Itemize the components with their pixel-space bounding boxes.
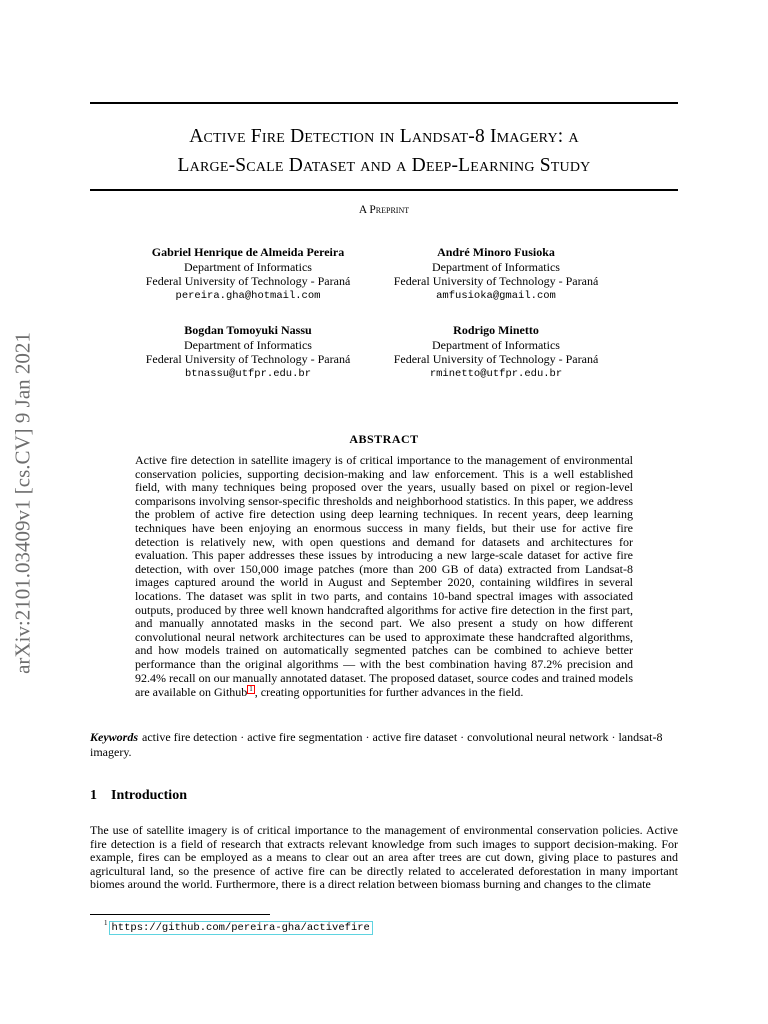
footnote-rule — [90, 914, 270, 915]
author-name: Bogdan Tomoyuki Nassu — [184, 323, 312, 337]
author-institution: Federal University of Technology - Paraná — [145, 274, 351, 288]
author-name: Rodrigo Minetto — [453, 323, 539, 337]
abstract-end-text: , creating opportunities for further advances in the field. — [254, 685, 524, 700]
author-email[interactable]: amfusioka@gmail.com — [436, 289, 556, 302]
author-name: André Minoro Fusioka — [437, 245, 555, 259]
abstract-heading: ABSTRACT — [349, 432, 419, 446]
footnote-mark: 1 — [104, 919, 108, 927]
author-institution: Federal University of Technology - Paraná — [393, 274, 599, 288]
title-line-1: Active Fire Detection in Landsat-8 Imagery: a — [189, 126, 579, 147]
keywords-label: Keywords — [90, 730, 138, 744]
arxiv-sidebar-stamp — [3, 285, 43, 720]
author-name: Gabriel Henrique de Almeida Pereira — [151, 245, 345, 259]
author-institution: Federal University of Technology - Paraná — [145, 352, 351, 366]
bottom-rule — [90, 189, 678, 191]
arxiv-id-text: arXiv:2101.03409v1 [cs.CV] 9 Jan 2021 — [10, 331, 35, 674]
title-line-2: Large-Scale Dataset and a Deep-Learning Study — [177, 155, 591, 176]
section-heading — [90, 788, 187, 804]
section-number: 1 — [90, 788, 97, 803]
author-department: Department of Informatics — [432, 337, 560, 352]
abstract-main-text: Active fire detection in satellite imagery is of critical importance to the management of environmental conservation policies, supporting decision-making and law enforcement. This is a well established field, with many techniques being proposed over the years, usually based on pixel or region-level comparisons involving sensor-specific thresholds and neighborhood statistics. In this paper, we address the problem of active fire detection using deep learning techniques. In recent years, deep learning techniques have been enjoying an enormous success in many fields, but their use for active fire detection is relatively new, with open questions and demand for datasets and architectures for evaluation. This paper addresses these issues by introducing a new large-scale dataset for active fire detection, with over 150,000 image patches (more than 200 GB of data) extracted from Landsat-8 images captured around the world in August and September 2020, containing wildfires in several locations. The dataset was split in two parts, and contains 10-band spectral images with associated outputs, produced by three well known handcrafted algorithms for active fire detection in the first part, and manually annotated masks in the second part. We also present a study on how different convolutional neural network architectures can be used to approximate these handcrafted algorithms, and how models trained on automatically segmented patches can be combined to achieve better performance than the original algorithms — with the best combination having 87.2% precision and 92.4% recall on our manually annotated dataset. The proposed dataset, source codes and trained models are available on Github — [135, 453, 633, 700]
preprint-label: A Preprint — [358, 204, 410, 216]
author-block — [346, 323, 646, 381]
top-rule — [90, 102, 678, 104]
footnote-link[interactable]: 1 — [249, 685, 253, 694]
author-email[interactable]: btnassu@utfpr.edu.br — [184, 367, 312, 380]
author-department: Department of Informatics — [184, 259, 312, 274]
author-institution: Federal University of Technology - Paraná — [393, 352, 599, 366]
footnote-url-link[interactable]: https://github.com/pereira-gha/activefire — [109, 921, 373, 935]
footnote — [104, 919, 373, 934]
author-email[interactable]: pereira.gha@hotmail.com — [175, 289, 321, 302]
keywords-paragraph — [90, 730, 678, 759]
author-department: Department of Informatics — [432, 259, 560, 274]
author-email[interactable]: rminetto@utfpr.edu.br — [429, 367, 563, 380]
keywords-text: active fire detection · active fire segmentation · active fire dataset · convolutional neural network · landsat-8 imagery. — [90, 730, 663, 759]
paper-title — [90, 122, 678, 180]
section-title: Introduction — [111, 788, 187, 803]
author-block — [346, 245, 646, 303]
abstract-text — [135, 454, 633, 700]
author-department: Department of Informatics — [184, 337, 312, 352]
introduction-text: The use of satellite imagery is of critical importance to the management of environmental conservation policies. Active fire detection is a field of research that extracts relevant knowledge from such images to support decision-making. For example, fires can be employed as a means to clear out an area after trees are cut down, giving place to pastures and agricultural land, so the presence of active fire can be directly related to accelerated deforestation in many important biomes around the world. Furthermore, there is a direct relation between biomass burning and changes to the climate — [90, 823, 678, 892]
